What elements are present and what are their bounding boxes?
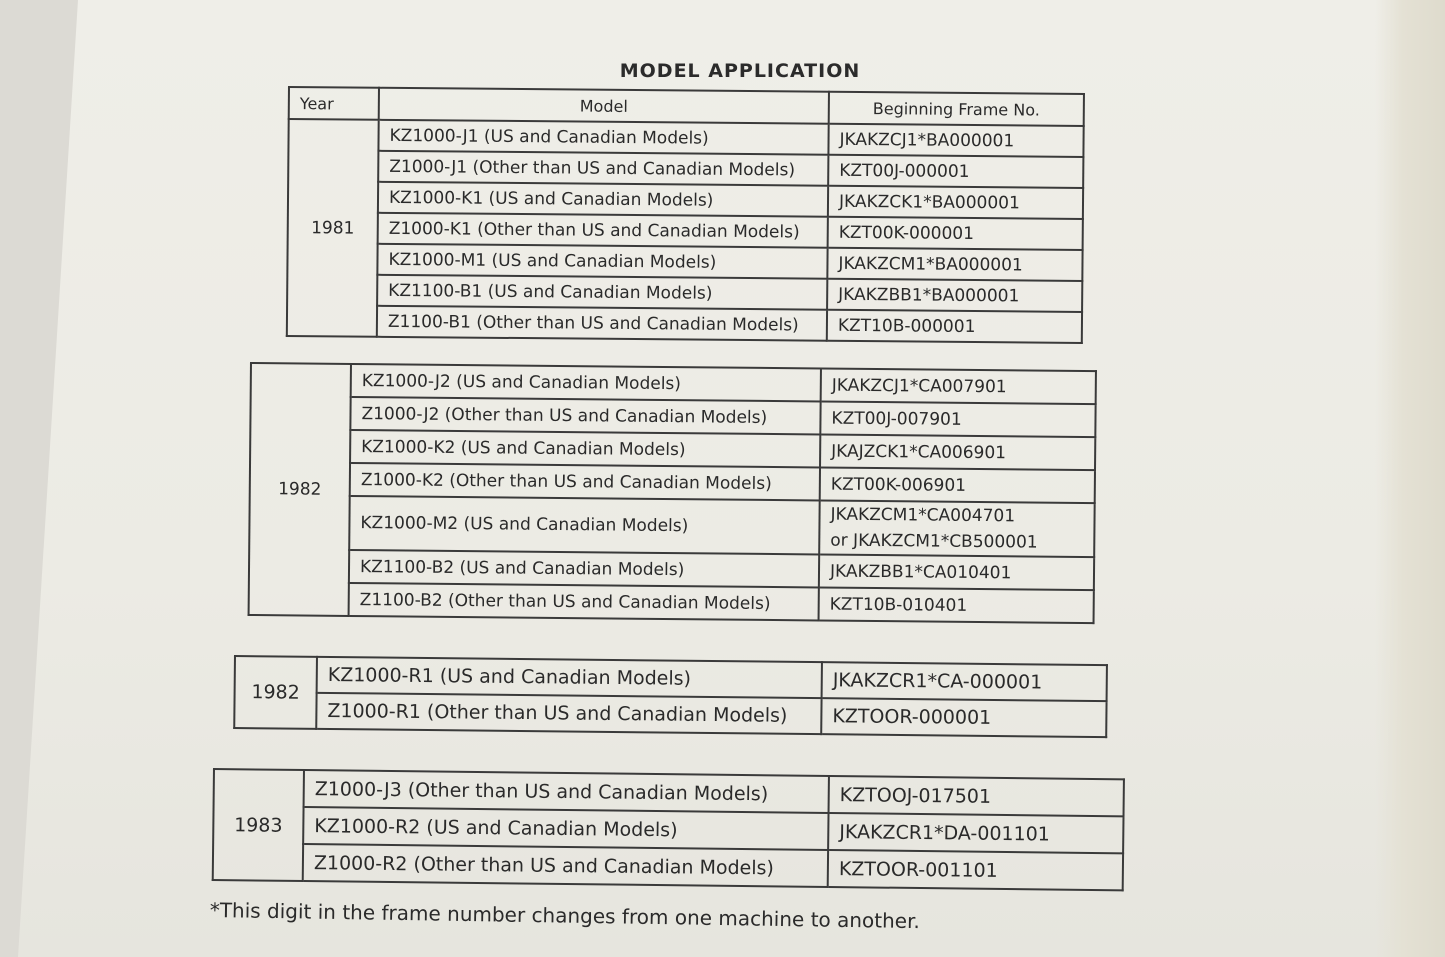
frame-cell [819,500,1095,557]
header-model: Model [379,88,829,124]
frame-cell: JKAKZCJ1*BA000001 [828,124,1083,157]
year-cell: 1982 [249,363,351,616]
model-table-1983 [212,768,1125,891]
frame-cell: KZTOOJ-017501 [829,776,1124,816]
frame-cell: KZT00J-007901 [820,401,1095,437]
frame-cell: KZT10B-010401 [819,587,1094,623]
model-cell: Z1000-K2 (Other than US and Canadian Models) [350,463,820,501]
model-cell: KZ1000-R2 (US and Canadian Models) [303,807,828,850]
model-cell: KZ1000-J1 (US and Canadian Models) [378,120,828,155]
frame-cell: KZT00K-000001 [828,217,1083,250]
header-year: Year [289,87,379,120]
model-cell: Z1000-R2 (Other than US and Canadian Models) [303,844,828,887]
frame-number-line: JKAKZCM1*CA004701 [830,504,1016,527]
model-cell: Z1000-K1 (Other than US and Canadian Models) [378,213,828,248]
frame-cell: KZT10B-000001 [827,310,1082,343]
year-cell: 1983 [213,769,304,881]
footnote: *This digit in the frame number changes from one machine to another. [209,898,921,934]
model-cell: KZ1000-K1 (US and Canadian Models) [378,182,828,217]
model-cell: KZ1000-M1 (US and Canadian Models) [377,244,827,279]
table-row [287,305,1082,343]
frame-cell: KZTOOR-001101 [828,850,1123,890]
year-cell: 1981 [287,119,379,337]
frame-cell: KZT00J-000001 [828,155,1083,188]
model-table-1981 [286,86,1085,344]
model-cell: KZ1000-J2 (US and Canadian Models) [351,364,821,402]
year-cell: 1982 [234,656,317,729]
model-cell: Z1000-R1 (Other than US and Canadian Models) [316,693,821,734]
model-cell: KZ1000-K2 (US and Canadian Models) [350,430,820,468]
model-cell: Z1000-J2 (Other than US and Canadian Models) [350,397,820,435]
page-title: MODEL APPLICATION [619,60,861,82]
frame-number-line: or JKAKZCM1*CB500001 [830,530,1038,553]
frame-cell: JKAKZBB1*CA010401 [819,554,1094,590]
frame-cell: JKAKZCR1*CA-000001 [822,662,1107,701]
model-cell: KZ1000-R1 (US and Canadian Models) [317,657,822,698]
model-cell: Z1000-J3 (Other than US and Canadian Models) [304,770,829,813]
model-cell: KZ1000-M2 (US and Canadian Models) [349,496,819,555]
frame-cell: JKAKZCR1*DA-001101 [828,813,1123,853]
model-cell: KZ1100-B2 (US and Canadian Models) [349,550,819,588]
table-row [249,582,1094,623]
model-table-1982-a [248,362,1097,624]
model-table-1982-b [233,655,1108,738]
frame-cell: KZTOOR-000001 [821,698,1106,737]
table-row [249,495,1094,557]
frame-cell: JKAKZCJ1*CA007901 [821,368,1096,404]
frame-cell: JKAKZBB1*BA000001 [827,279,1082,312]
model-cell: KZ1100-B1 (US and Canadian Models) [377,275,827,310]
frame-cell: JKAKZCM1*BA000001 [827,248,1082,281]
frame-cell: KZT00K-006901 [820,467,1095,503]
frame-cell: JKAJZCK1*CA006901 [820,434,1095,470]
frame-cell: JKAKZCK1*BA000001 [828,186,1083,219]
model-cell: Z1100-B1 (Other than US and Canadian Models) [377,306,827,341]
header-frame: Beginning Frame No. [829,92,1084,126]
model-cell: Z1100-B2 (Other than US and Canadian Models) [349,583,819,621]
model-cell: Z1000-J1 (Other than US and Canadian Models) [378,151,828,186]
